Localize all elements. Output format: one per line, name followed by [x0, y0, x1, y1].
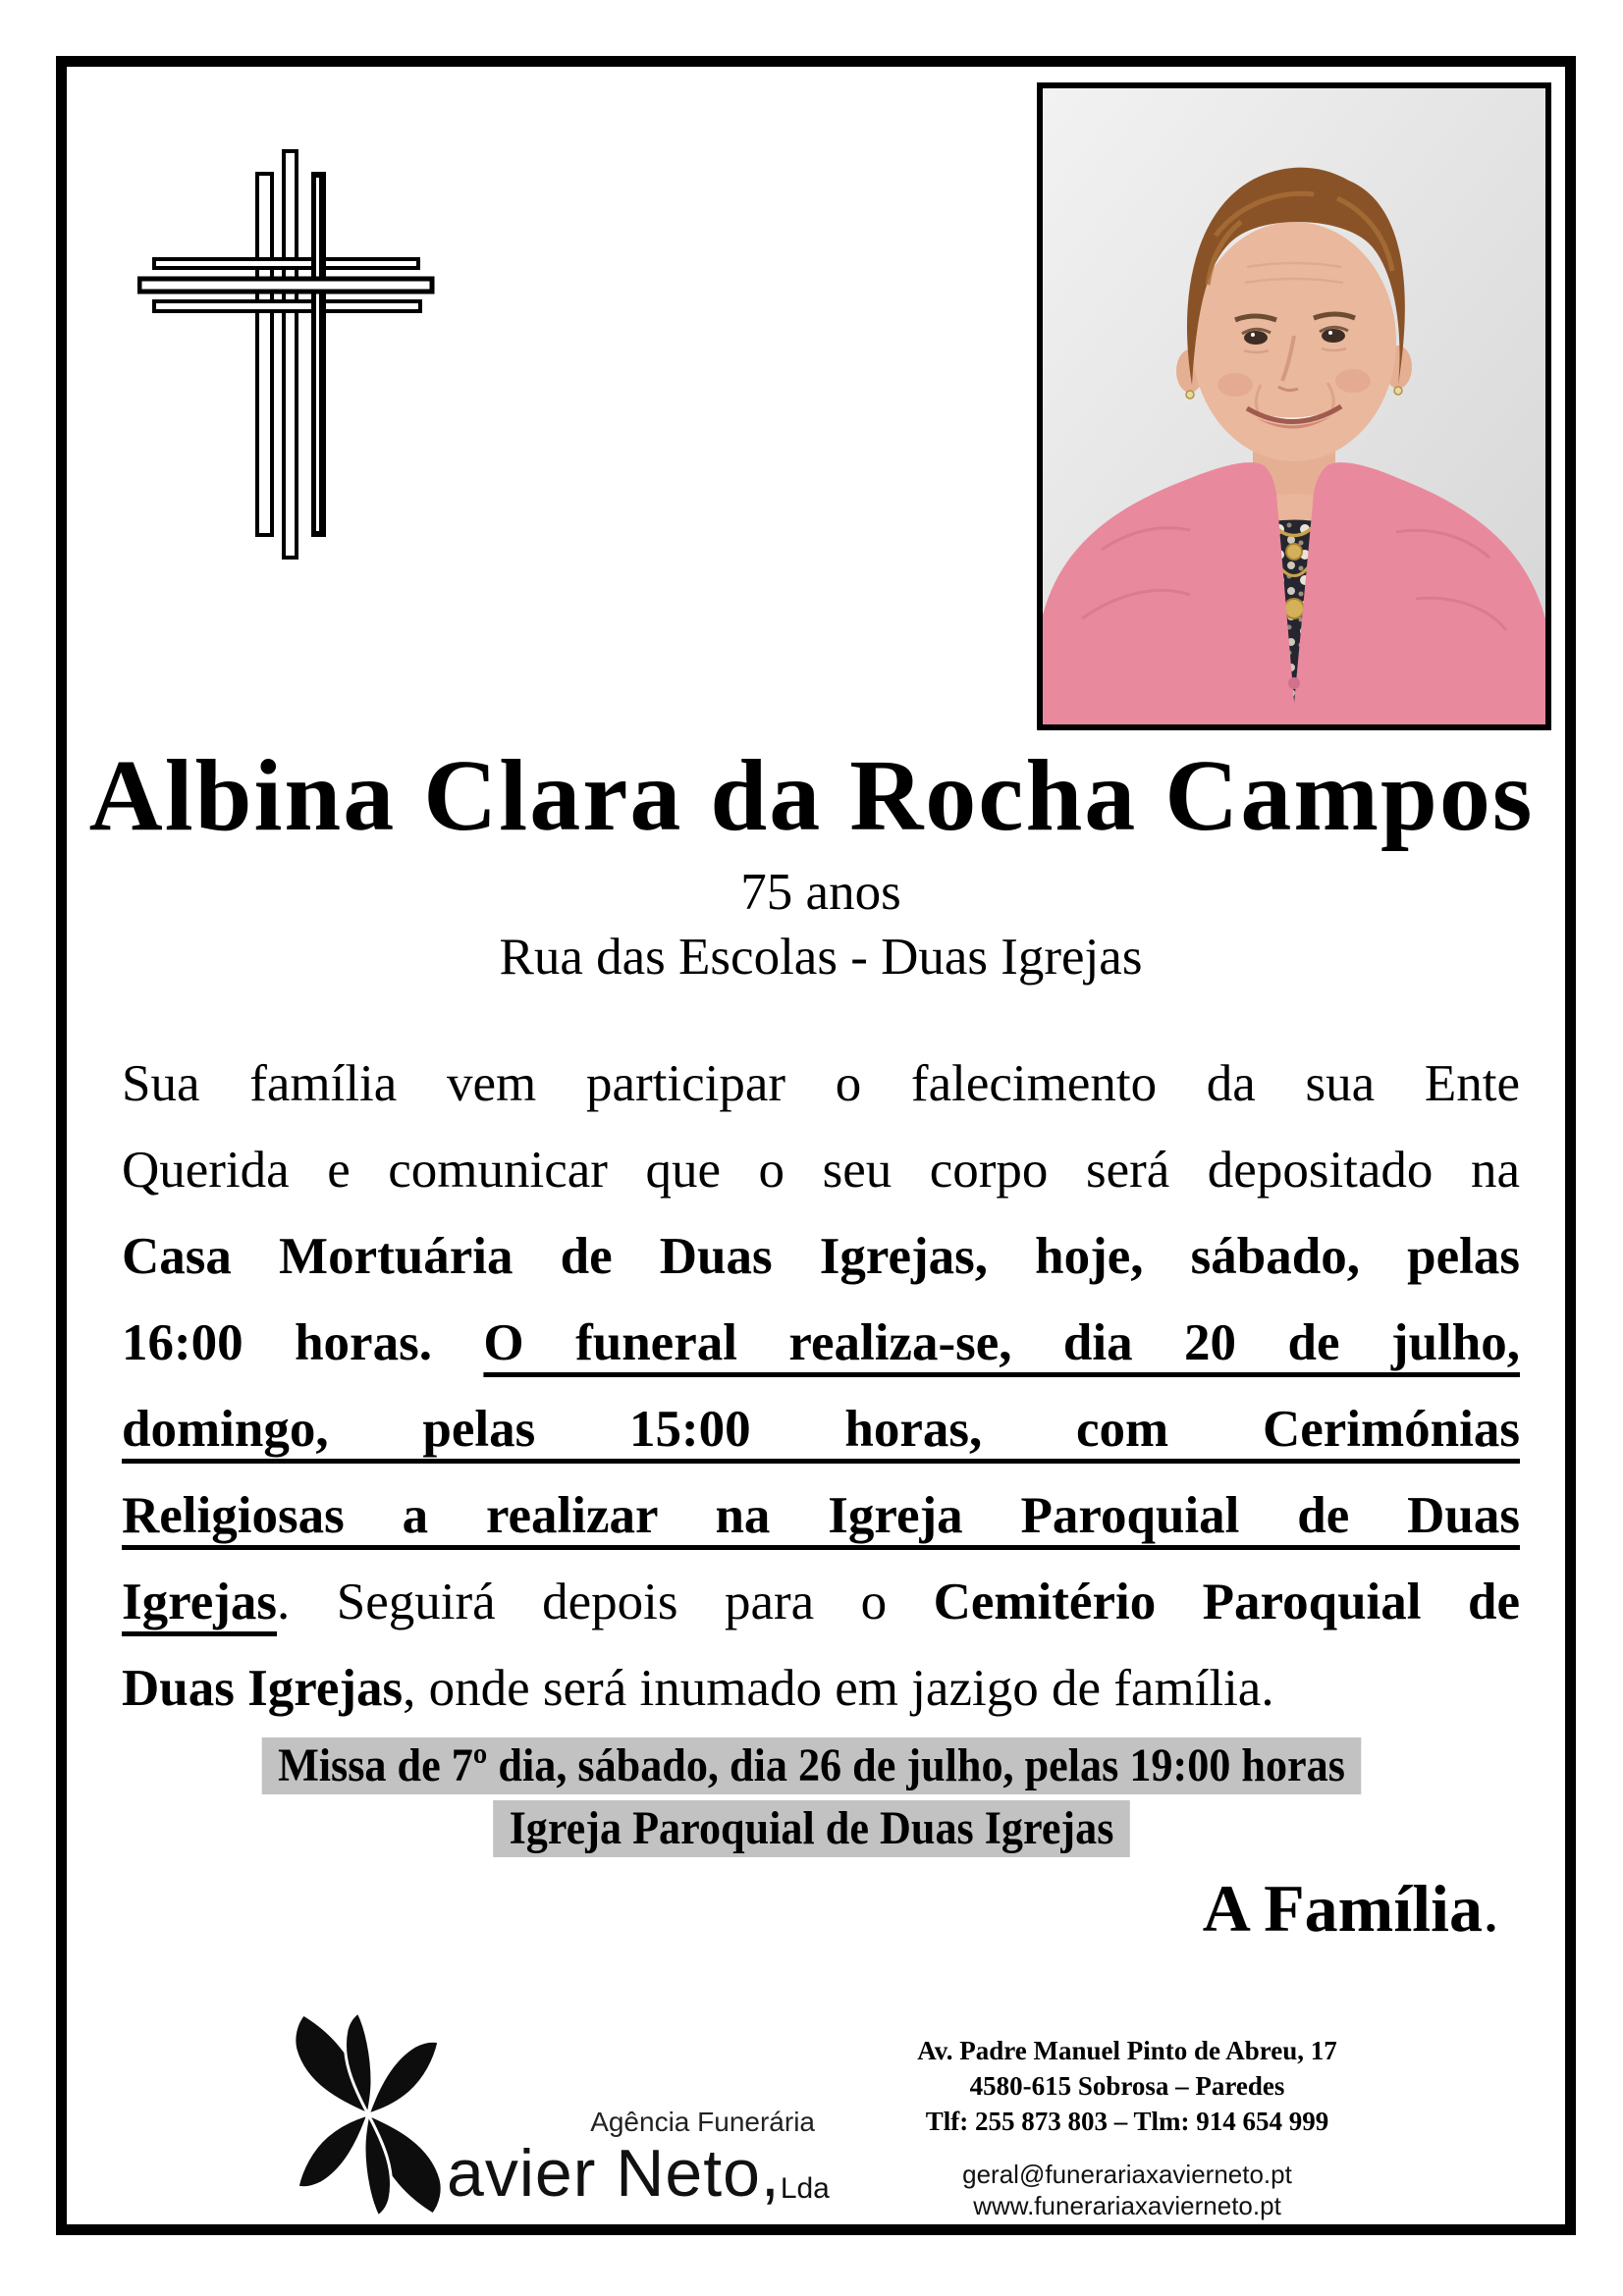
- agency-email: geral@funerariaxavierneto.pt: [962, 2160, 1292, 2189]
- body-segment: 16:00 horas.: [122, 1314, 484, 1371]
- agency-address-line: Av. Padre Manuel Pinto de Abreu, 17: [917, 2036, 1337, 2065]
- deceased-address: Rua das Escolas - Duas Igrejas: [499, 929, 1143, 986]
- body-line: [122, 1127, 1520, 1213]
- body-line: [122, 1041, 1520, 1127]
- deceased-photo: [1037, 82, 1551, 730]
- agency-brand-suffix: Lda: [780, 2172, 830, 2205]
- agency-address-line: 4580-615 Sobrosa – Paredes: [969, 2071, 1285, 2101]
- family-signature: [1203, 1873, 1499, 1944]
- agency-label: Agência Funerária: [590, 2107, 815, 2137]
- body-segment: Sua família vem participar o falecimento da sua Ente: [122, 1055, 1520, 1112]
- agency-website: www.funerariaxavierneto.pt: [973, 2191, 1281, 2220]
- agency-contact-block: [872, 2159, 1382, 2221]
- leafy-x-logo-icon: [284, 2012, 453, 2216]
- body-line: [122, 1386, 1520, 1472]
- family-signature-text: A Família: [1202, 1871, 1483, 1946]
- body-segment: Querida e comunicar que o seu corpo será depositado na: [122, 1142, 1520, 1199]
- deceased-age: 75 anos: [740, 864, 901, 921]
- agency-brand-text: avier Neto,: [447, 2136, 781, 2211]
- mass-line-2: Igreja Paroquial de Duas Igrejas: [493, 1800, 1130, 1857]
- deceased-name: Albina Clara da Rocha Campos: [88, 739, 1535, 852]
- body-segment: domingo, pelas 15:00 horas, com Cerimónias: [122, 1401, 1520, 1458]
- agency-address-block: [872, 2033, 1382, 2139]
- body-segment: Igrejas: [122, 1574, 277, 1630]
- agency-phone-line: Tlf: 255 873 803 – Tlm: 914 654 999: [925, 2107, 1329, 2136]
- body-segment: O funeral realiza-se, dia 20 de julho,: [483, 1314, 1520, 1371]
- body-line: [122, 1213, 1520, 1300]
- body-segment: Cemitério Paroquial de: [933, 1574, 1520, 1630]
- body-line: [122, 1472, 1520, 1559]
- body-segment: Religiosas a realizar na Igreja Paroquial de Duas: [122, 1487, 1520, 1544]
- body-line: [122, 1300, 1520, 1386]
- family-signature-period: .: [1483, 1871, 1499, 1946]
- agency-brand: [447, 2136, 830, 2220]
- body-segment: . Seguirá depois para o: [277, 1574, 934, 1630]
- body-segment: Casa Mortuária de Duas Igrejas, hoje, sábado, pelas: [122, 1228, 1520, 1285]
- body-line: [122, 1559, 1520, 1645]
- mass-notice: [65, 1737, 1558, 1857]
- body-segment: , onde será inumado em jazigo de família.: [403, 1660, 1274, 1717]
- cross-icon: [137, 147, 436, 561]
- body-line: [122, 1645, 1520, 1732]
- body-segment: Duas Igrejas: [122, 1660, 404, 1717]
- mass-line-1: Missa de 7º dia, sábado, dia 26 de julho, pelas 19:00 horas: [262, 1737, 1362, 1794]
- obituary-paragraph: [122, 1041, 1520, 1732]
